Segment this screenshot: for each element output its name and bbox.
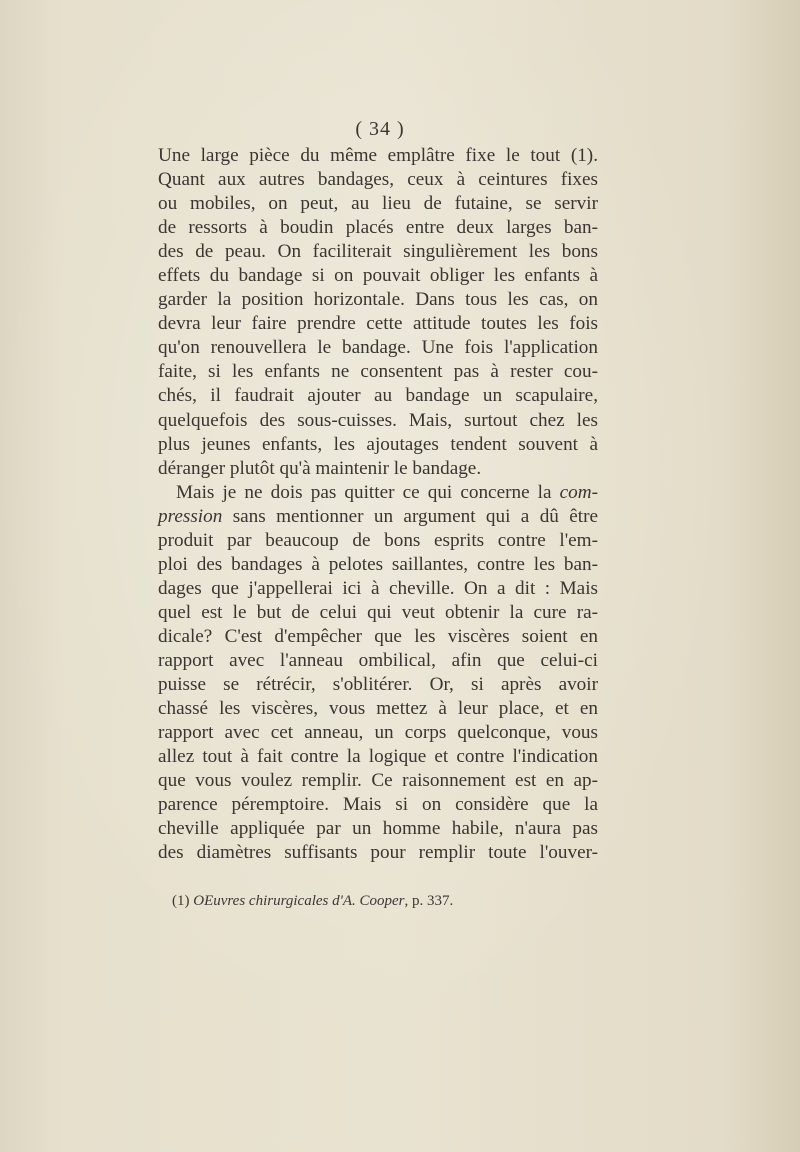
text-line: rapport avec l'anneau ombilical, afin que celui-ci (158, 649, 598, 671)
text-segment: sans mentionner un argument qui a dû être (222, 505, 598, 527)
footnote-title: OEuvres chirurgicales d'A. Cooper (193, 893, 405, 909)
page-number: ( 34 ) (355, 118, 405, 140)
text-line: faite, si les enfants ne consentent pas à rester cou- (158, 361, 598, 383)
text-line: parence péremptoire. Mais si on considère que la (158, 794, 598, 816)
footnote (172, 893, 453, 910)
text-line: puisse se rétrécir, s'oblitérer. Or, si après avoir (158, 674, 598, 696)
text-line: cheville appliquée par un homme habile, n'aura pas (158, 818, 598, 840)
text-line: Une large pièce du même emplâtre fixe le tout (1). (158, 145, 598, 166)
text-line: chés, il faudrait ajouter au bandage un scapulaire, (158, 385, 598, 407)
text-line: de ressorts à boudin placés entre deux larges ban- (158, 217, 598, 239)
text-line: ou mobiles, on peut, au lieu de futaine, se servir (158, 193, 598, 215)
body-text (158, 144, 598, 865)
text-line: dages que j'appellerai ici à cheville. On a dit : Mais (158, 577, 598, 599)
text-segment: Mais je ne dois pas quitter ce qui concerne la (176, 481, 560, 503)
text-line: allez tout à fait contre la logique et contre l'indication (158, 746, 598, 768)
text-line: dicale? C'est d'empêcher que les viscères soient en (158, 625, 598, 647)
text-line: Quant aux autres bandages, ceux à ceintures fixes (158, 169, 598, 191)
text-line: quelquefois des sous-cuisses. Mais, surtout chez les (158, 409, 598, 431)
footnote-marker: (1) (172, 893, 190, 909)
text-line: chassé les viscères, vous mettez à leur place, et en (158, 698, 598, 720)
text-line: quel est le but de celui qui veut obtenir la cure ra- (158, 601, 598, 623)
text-line: des de peau. On faciliterait singulièrement les bons (158, 241, 598, 263)
italic-term: com- (559, 481, 598, 503)
text-line: produit par beaucoup de bons esprits contre l'em- (158, 529, 598, 551)
text-line: qu'on renouvellera le bandage. Une fois l'application (158, 337, 598, 359)
text-line: des diamètres suffisants pour remplir toute l'ouver- (158, 842, 598, 864)
italic-term: pression (158, 505, 223, 527)
text-line: déranger plutôt qu'à maintenir le bandage. (158, 457, 482, 479)
text-line: effets du bandage si on pouvait obliger les enfants à (158, 265, 598, 287)
text-line (158, 505, 598, 529)
text-line: garder la position horizontale. Dans tous les cas, on (158, 289, 598, 311)
text-line: ploi des bandages à pelotes saillantes, contre les ban- (158, 553, 598, 575)
text-line: que vous voulez remplir. Ce raisonnement est en ap- (158, 770, 598, 792)
text-line: plus jeunes enfants, les ajoutages tendent souvent à (158, 433, 598, 455)
text-line: devra leur faire prendre cette attitude toutes les fois (158, 313, 598, 335)
paragraph-first-line (158, 481, 598, 505)
footnote-citation: , p. 337. (404, 893, 454, 909)
text-line: rapport avec cet anneau, un corps quelconque, vous (158, 722, 598, 744)
